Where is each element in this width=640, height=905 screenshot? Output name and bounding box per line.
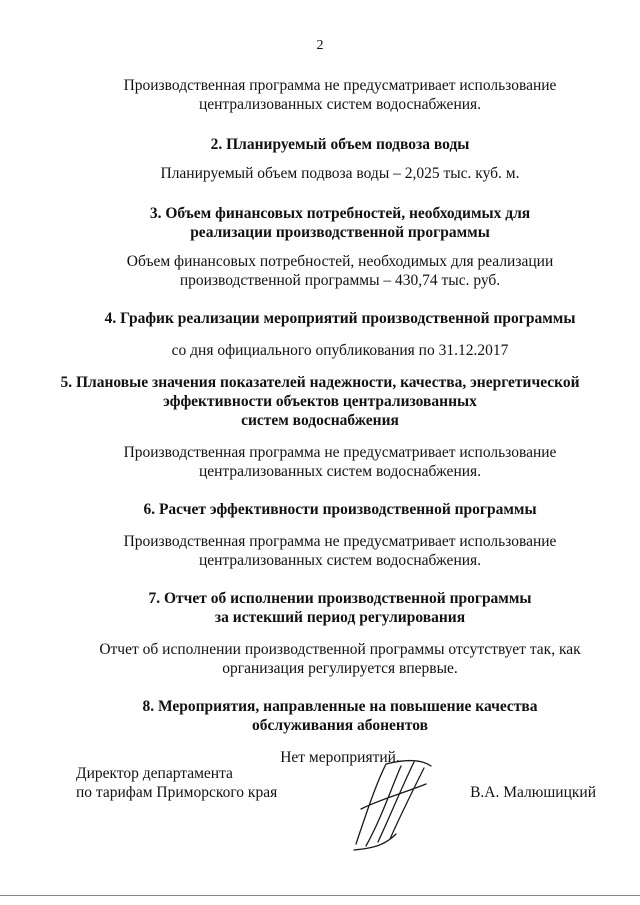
- intro-line: Производственная программа не предусматривает использование: [123, 77, 557, 94]
- section-8-heading: 8. Мероприятия, направленные на повышение качества обслуживания абонентов: [142, 698, 538, 734]
- handwritten-signature: [346, 754, 436, 854]
- document-body: [60, 76, 600, 767]
- page-number: 2: [316, 38, 324, 53]
- section-7-body: Отчет об исполнении производственной программы отсутствует так, как организация регулируется впервые.: [99, 641, 581, 677]
- section-5-heading: 5. Плановые значения показателей надежности, качества, энергетической эффективности объектов централизованных систем водоснабжения: [60, 374, 580, 429]
- section-4-heading: 4. График реализации мероприятий производственной программы: [104, 310, 576, 327]
- section-3-heading: 3. Объем финансовых потребностей, необходимых для реализации производственной программы: [149, 205, 531, 241]
- section-4-body: со дня официального опубликования по 31.12.2017: [171, 342, 509, 359]
- signatory-name: В.А. Малюшицкий: [470, 784, 596, 801]
- section-2-body: Планируемый объем подвоза воды – 2,025 тыс. куб. м.: [160, 165, 520, 182]
- section-6-body: Производственная программа не предусматривает использование централизованных систем водоснабжения.: [123, 533, 557, 569]
- signatory-title: Директор департамента по тарифам Приморского края: [76, 765, 278, 801]
- section-8-body: Нет мероприятий.: [280, 749, 400, 766]
- section-6-heading: 6. Расчет эффективности производственной программы: [143, 501, 537, 518]
- section-5-body: Производственная программа не предусматривает использование централизованных систем водоснабжения.: [123, 444, 557, 480]
- section-7-heading: 7. Отчет об исполнении производственной программы за истекший период регулирования: [148, 590, 532, 626]
- section-2-heading: 2. Планируемый объем подвоза воды: [210, 136, 470, 153]
- intro-paragraph: [80, 76, 600, 114]
- section-3-body: Объем финансовых потребностей, необходимых для реализации производственной программы – 430,74 тыс. руб.: [126, 253, 554, 289]
- bottom-divider: [0, 895, 640, 896]
- intro-line: централизованных систем водоснабжения.: [198, 96, 482, 113]
